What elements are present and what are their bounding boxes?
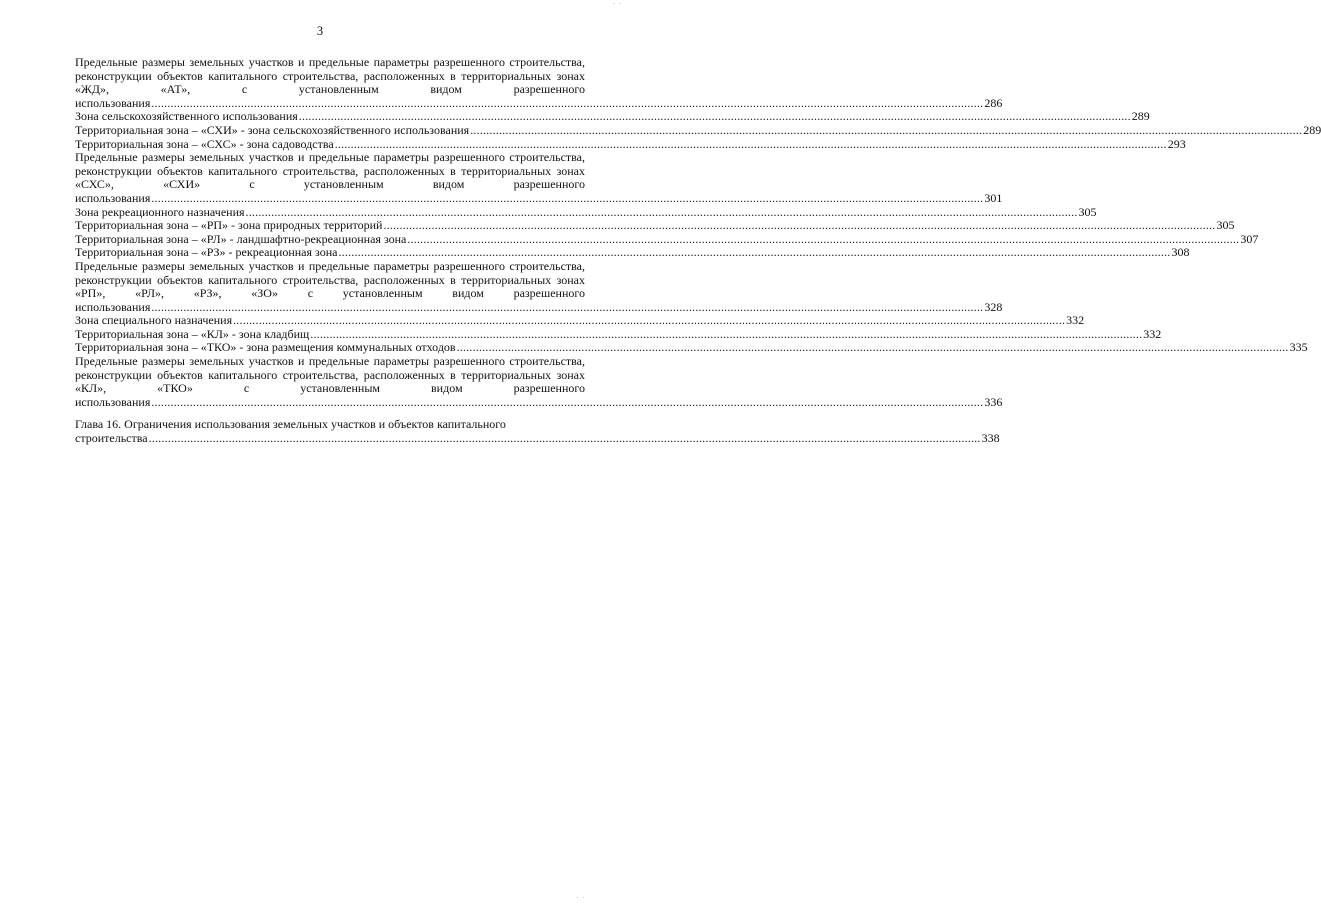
dot-leader: .................................................................................................................................................................................................................................................................... — [470, 122, 1303, 137]
toc-entry-title: Территориальная зона – «КЛ» - зона кладбищ — [75, 326, 310, 341]
toc-leader-line — [75, 326, 1162, 342]
dot-leader: .................................................................................................................................................................................................................................................................... — [407, 231, 1240, 246]
toc-entry[interactable] — [75, 218, 1235, 233]
toc-leader-line — [75, 394, 1003, 410]
dot-leader: .................................................................................................................................................................................................................................................................... — [151, 394, 984, 409]
toc-entry[interactable] — [75, 354, 1003, 409]
toc-entry-title: Зона специального назначения — [75, 313, 233, 328]
dot-leader: .................................................................................................................................................................................................................................................................... — [151, 190, 984, 205]
toc-leader-line — [75, 231, 1259, 247]
toc-page-number: 335 — [1289, 340, 1308, 355]
toc-entry-title: Территориальная зона – «СХИ» - зона сельскохозяйственного использования — [75, 122, 470, 137]
toc-entry[interactable] — [75, 326, 1162, 342]
toc-list — [75, 55, 1321, 409]
toc-leader-line — [75, 204, 1097, 220]
toc-leader-line — [75, 299, 1003, 315]
toc-entry-text: Предельные размеры земельных участков и предельные параметры разрешенного строительства, реконструкции объектов капитального строительства, расположенных в территориальных зонах «СХС», «СХИ» с установленным видом разрешенного — [75, 150, 585, 192]
scan-mark-top: · · — [612, 0, 622, 8]
toc-entry-title: строительства — [75, 431, 148, 446]
toc-entry-title: Зона сельскохозяйственного использования — [75, 109, 298, 124]
toc-entry[interactable] — [75, 204, 1097, 220]
table-of-contents — [75, 55, 1321, 446]
toc-entry[interactable] — [75, 55, 1003, 110]
toc-leader-line — [75, 245, 1190, 260]
toc-page-number: 338 — [981, 431, 1000, 446]
toc-leader-line — [75, 136, 1186, 152]
toc-leader-line — [75, 95, 1003, 111]
toc-entry-title: использования — [75, 190, 151, 205]
toc-entry[interactable] — [75, 258, 1003, 314]
toc-entry[interactable] — [75, 150, 1003, 205]
scan-mark-bottom: · · — [576, 894, 586, 902]
dot-leader: .................................................................................................................................................................................................................................................................... — [148, 431, 981, 446]
toc-entry-title: Территориальная зона – «ТКО» - зона размещения коммунальных отходов — [75, 340, 456, 355]
toc-chapter-entry[interactable] — [75, 417, 1000, 446]
dot-leader: .................................................................................................................................................................................................................................................................... — [334, 136, 1167, 151]
toc-leader-line — [75, 109, 1150, 124]
toc-entry[interactable] — [75, 136, 1186, 152]
toc-leader-line — [75, 340, 1308, 355]
toc-entry-text: Предельные размеры земельных участков и предельные параметры разрешенного строительства, реконструкции объектов капитального строительства, расположенных в территориальных зонах «ЖД», «АТ», с установленным видом разрешенного — [75, 55, 585, 97]
toc-page-number: 286 — [984, 95, 1003, 110]
toc-entry-title: Зона рекреационного назначения — [75, 204, 245, 219]
toc-page-number: 301 — [984, 190, 1003, 205]
toc-leader-line — [75, 313, 1085, 328]
dot-leader: .................................................................................................................................................................................................................................................................... — [151, 299, 984, 314]
toc-entry-text: Предельные размеры земельных участков и предельные параметры разрешенного строительства, реконструкции объектов капитального строительства, расположенных в территориальных зонах «РП», «РЛ», «РЗ», «ЗО» с установленным видом разрешенного — [75, 258, 585, 301]
toc-page-number: 332 — [1143, 326, 1162, 341]
dot-leader: .................................................................................................................................................................................................................................................................... — [233, 313, 1066, 328]
toc-page-number: 336 — [984, 394, 1003, 409]
toc-entry[interactable] — [75, 122, 1321, 138]
toc-entry[interactable] — [75, 109, 1150, 124]
toc-entry[interactable] — [75, 340, 1308, 355]
toc-page-number: 305 — [1078, 204, 1097, 219]
toc-entry-title: использования — [75, 95, 151, 110]
toc-entry-text: Глава 16. Ограничения использования земельных участков и объектов капитального — [75, 417, 506, 432]
toc-leader-line — [75, 190, 1003, 206]
toc-page-number: 293 — [1167, 136, 1186, 151]
toc-page-number: 289 — [1131, 109, 1150, 124]
toc-entry-title: Территориальная зона – «РЛ» - ландшафтно-рекреационная зона — [75, 231, 407, 246]
toc-page-number: 308 — [1171, 245, 1190, 260]
toc-entry-title: Территориальная зона – «РЗ» - рекреационная зона — [75, 245, 338, 260]
dot-leader: .................................................................................................................................................................................................................................................................... — [310, 326, 1143, 341]
dot-leader: .................................................................................................................................................................................................................................................................... — [338, 245, 1171, 260]
toc-page-number: 305 — [1216, 218, 1235, 233]
toc-leader-line — [75, 218, 1235, 233]
toc-entry[interactable] — [75, 313, 1085, 328]
toc-entry[interactable] — [75, 231, 1259, 247]
toc-entry-title: Территориальная зона – «СХС» - зона садоводства — [75, 136, 334, 151]
toc-entry-title: использования — [75, 394, 151, 409]
dot-leader: .................................................................................................................................................................................................................................................................... — [245, 204, 1078, 219]
page-number: 3 — [316, 24, 324, 38]
toc-entry-title: Территориальная зона – «РП» - зона природных территорий — [75, 218, 383, 233]
toc-page-number: 328 — [984, 299, 1003, 314]
toc-page-number: 289 — [1303, 122, 1321, 137]
dot-leader: .................................................................................................................................................................................................................................................................... — [383, 218, 1216, 233]
dot-leader: .................................................................................................................................................................................................................................................................... — [456, 340, 1289, 355]
toc-entry-text: Предельные размеры земельных участков и предельные параметры разрешенного строительства, реконструкции объектов капитального строительства, расположенных в территориальных зонах «КЛ», «ТКО» с установленным видом разрешенного — [75, 354, 585, 396]
toc-entry[interactable] — [75, 245, 1190, 260]
toc-page-number: 307 — [1240, 231, 1259, 246]
toc-leader-line — [75, 122, 1321, 138]
dot-leader: .................................................................................................................................................................................................................................................................... — [298, 109, 1131, 124]
toc-page-number: 332 — [1066, 313, 1085, 328]
toc-entry-title: использования — [75, 299, 151, 314]
toc-leader-line — [75, 431, 1000, 446]
dot-leader: .................................................................................................................................................................................................................................................................... — [151, 95, 984, 110]
